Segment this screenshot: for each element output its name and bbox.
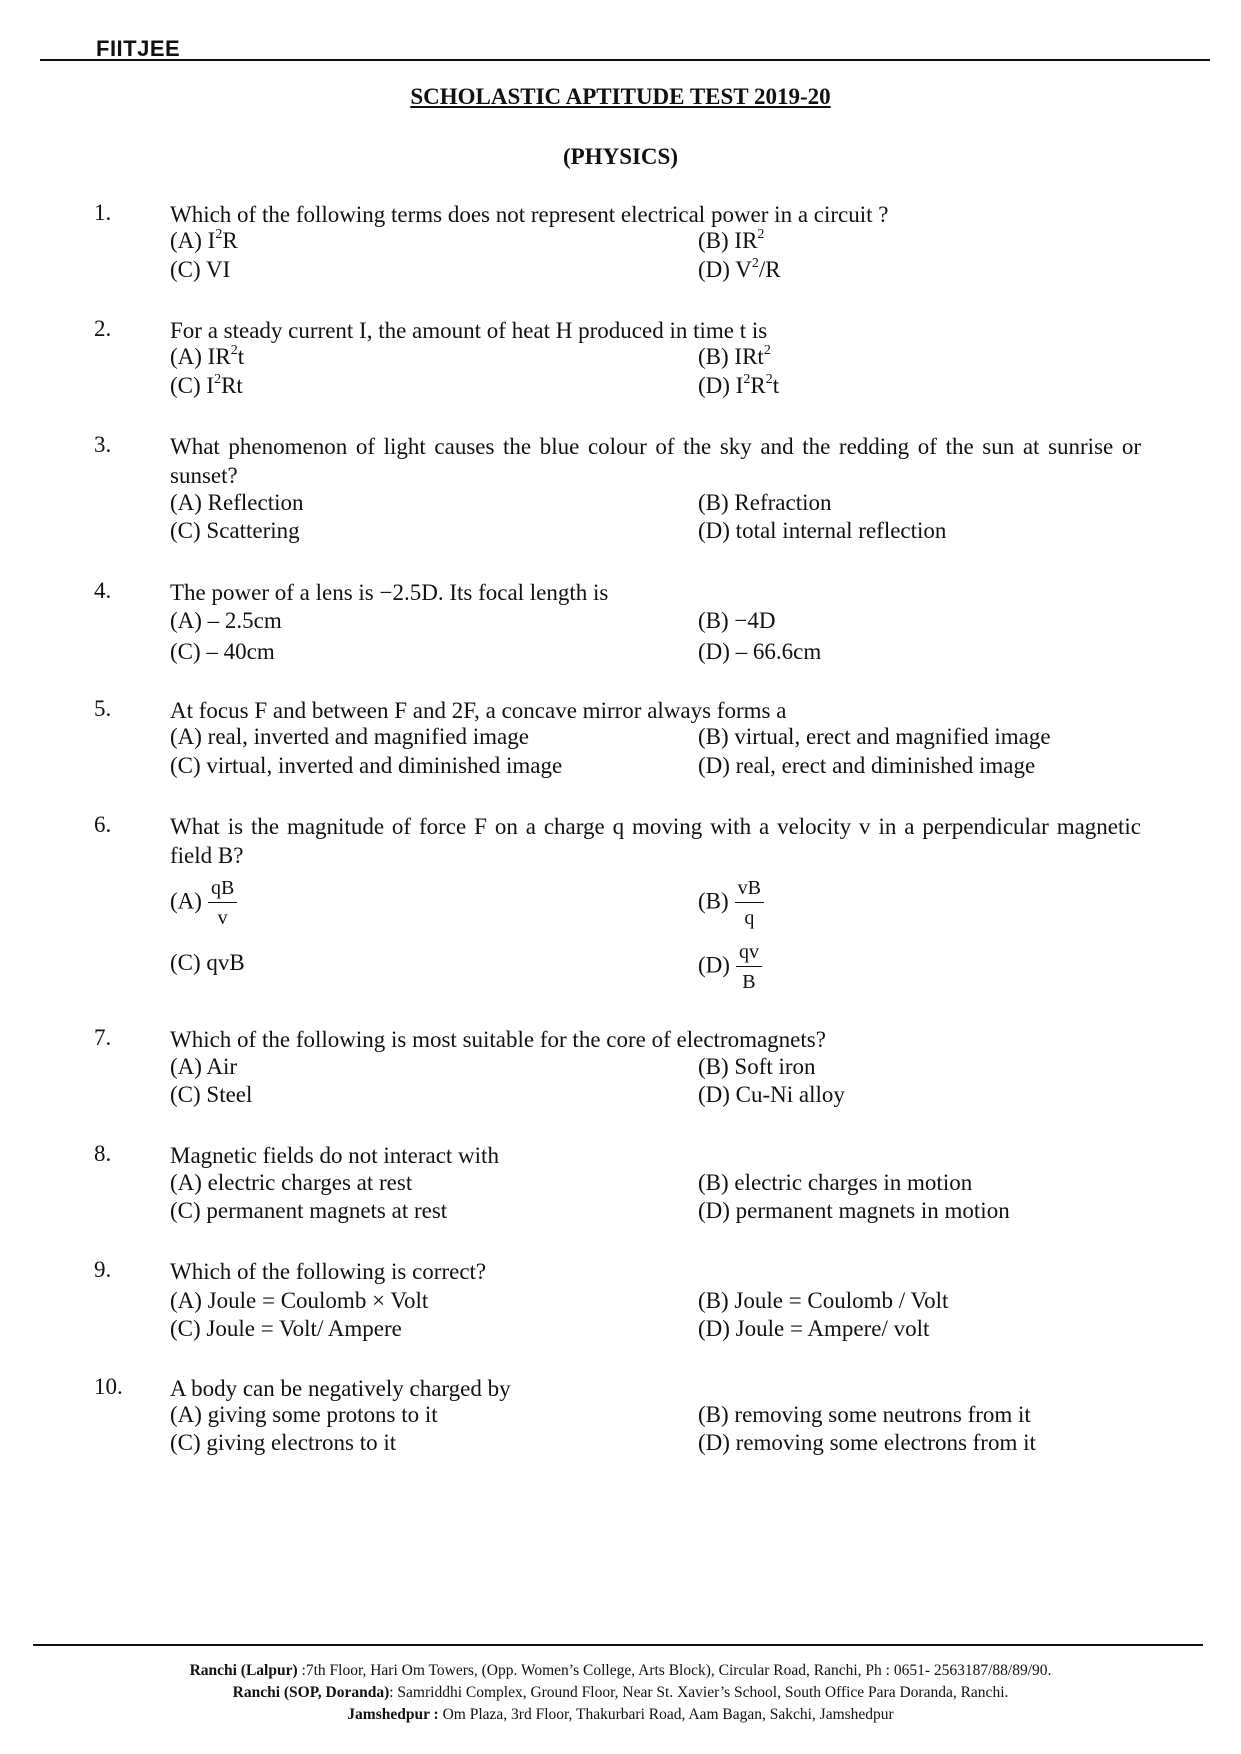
question-number: 8. xyxy=(94,1141,112,1166)
option-c: (C) – 40cm xyxy=(170,639,275,664)
question-text: What is the magnitude of force F on a charge q moving with a velocity v in a perpendicular magnetic field B? xyxy=(170,814,1141,868)
option-b: (B) electric charges in motion xyxy=(698,1170,973,1195)
footer-divider xyxy=(33,1644,1203,1646)
brand-logo: FIITJEE xyxy=(96,36,181,61)
fraction: $\frac{qB}{v}$ xyxy=(208,876,237,930)
option-b: (B) Soft iron xyxy=(698,1054,816,1079)
option-a: (A) – 2.5cm xyxy=(170,608,282,633)
option-d: (D) removing some electrons from it xyxy=(698,1430,1036,1455)
question-number: 4. xyxy=(94,578,112,603)
option-d: (D) Cu-Ni alloy xyxy=(698,1082,845,1107)
option-a: (A) Joule = Coulomb × Volt xyxy=(170,1288,429,1313)
option-b: (B) −4D xyxy=(698,608,776,633)
question-text: Which of the following is correct? xyxy=(170,1259,487,1284)
option-c: (C) giving electrons to it xyxy=(170,1430,397,1455)
question-text: At focus F and between F and 2F, a concave mirror always forms a xyxy=(170,698,787,723)
option-d: (D) total internal reflection xyxy=(698,518,947,543)
footer-line-ranchi-lalpur: Ranchi (Lalpur) :7th Floor, Hari Om Towers, (Opp. Women’s College, Arts Block), Circular Road, Ranchi, Ph : 0651- 2563187/88/89/90. xyxy=(189,1662,1052,1679)
option-c: (C) Scattering xyxy=(170,518,300,543)
question-text: Which of the following is most suitable for the core of electromagnets? xyxy=(170,1027,826,1052)
option-d: (D) permanent magnets in motion xyxy=(698,1198,1010,1223)
question-number: 3. xyxy=(94,432,112,457)
question-text: A body can be negatively charged by xyxy=(170,1376,511,1401)
question-text: Which of the following terms does not represent electrical power in a circuit ? xyxy=(170,202,889,227)
option-d: (D) $\frac{qv}{B}$ xyxy=(698,940,762,994)
option-c: (C) permanent magnets at rest xyxy=(170,1198,448,1223)
option-a: (A) $I^2R$ xyxy=(170,227,238,253)
option-c: (C) qvB xyxy=(170,950,245,975)
option-d: (D) $V^2/R$ xyxy=(698,256,781,282)
footer-line-jamshedpur: Jamshedpur : Om Plaza, 3rd Floor, Thakurbari Road, Aam Bagan, Sakchi, Jamshedpur xyxy=(347,1706,894,1723)
option-a: (A) Reflection xyxy=(170,490,304,515)
option-a: (A) $\frac{qB}{v}$ xyxy=(170,876,237,930)
option-d: (D) real, erect and diminished image xyxy=(698,753,1036,778)
footer-addresses xyxy=(0,1660,1241,1726)
subject-heading: (PHYSICS) xyxy=(562,144,678,169)
option-d: (D) $I^2R^2t$ xyxy=(698,372,780,398)
question-number: 2. xyxy=(94,316,112,341)
question-text: What phenomenon of light causes the blue colour of the sky and the redding of the sun at sunrise or sunset? xyxy=(170,434,1141,488)
option-a: (A) electric charges at rest xyxy=(170,1170,413,1195)
page-title: SCHOLASTIC APTITUDE TEST 2019-20 xyxy=(410,84,831,109)
option-b: (B) IRt$^2$ xyxy=(698,343,771,369)
fraction: $\frac{qv}{B}$ xyxy=(736,940,762,994)
option-c: (C) virtual, inverted and diminished image xyxy=(170,753,563,778)
option-c: (C) Joule = Volt/ Ampere xyxy=(170,1316,402,1341)
option-b: (B) $IR^2$ xyxy=(698,227,765,253)
question-number: 9. xyxy=(94,1257,112,1282)
option-c: (C) Steel xyxy=(170,1082,253,1107)
question-number: 1. xyxy=(94,200,112,225)
option-c: (C) VI xyxy=(170,257,231,282)
question-number: 7. xyxy=(94,1025,112,1050)
option-b: (B) virtual, erect and magnified image xyxy=(698,724,1051,749)
question-text: Magnetic fields do not interact with xyxy=(170,1143,499,1168)
option-c: (C) $I^2Rt$ xyxy=(170,372,243,398)
question-number: 5. xyxy=(94,696,112,721)
option-b: (B) Joule = Coulomb / Volt xyxy=(698,1288,949,1313)
option-b: (B) Refraction xyxy=(698,490,832,515)
option-a: (A) $IR^2t$ xyxy=(170,343,245,369)
option-a: (A) giving some protons to it xyxy=(170,1402,438,1427)
footer-line-ranchi-doranda: Ranchi (SOP, Doranda): Samriddhi Complex, Ground Floor, Near St. Xavier’s School, South Office Para Doranda, Ranchi. xyxy=(232,1684,1009,1701)
question-text: For a steady current I, the amount of heat H produced in time t is xyxy=(170,318,768,343)
question-number: 10. xyxy=(94,1374,123,1399)
option-a: (A) Air xyxy=(170,1054,238,1079)
fraction: $\frac{vB}{q}$ xyxy=(735,876,764,930)
header-divider xyxy=(40,59,1210,61)
question-number: 6. xyxy=(94,812,112,837)
question-text: The power of a lens is −2.5D. Its focal length is xyxy=(170,580,609,605)
option-d: (D) Joule = Ampere/ volt xyxy=(698,1316,930,1341)
option-b: (B) $\frac{vB}{q}$ xyxy=(698,876,764,930)
option-b: (B) removing some neutrons from it xyxy=(698,1402,1031,1427)
option-d: (D) – 66.6cm xyxy=(698,639,822,664)
option-a: (A) real, inverted and magnified image xyxy=(170,724,529,749)
